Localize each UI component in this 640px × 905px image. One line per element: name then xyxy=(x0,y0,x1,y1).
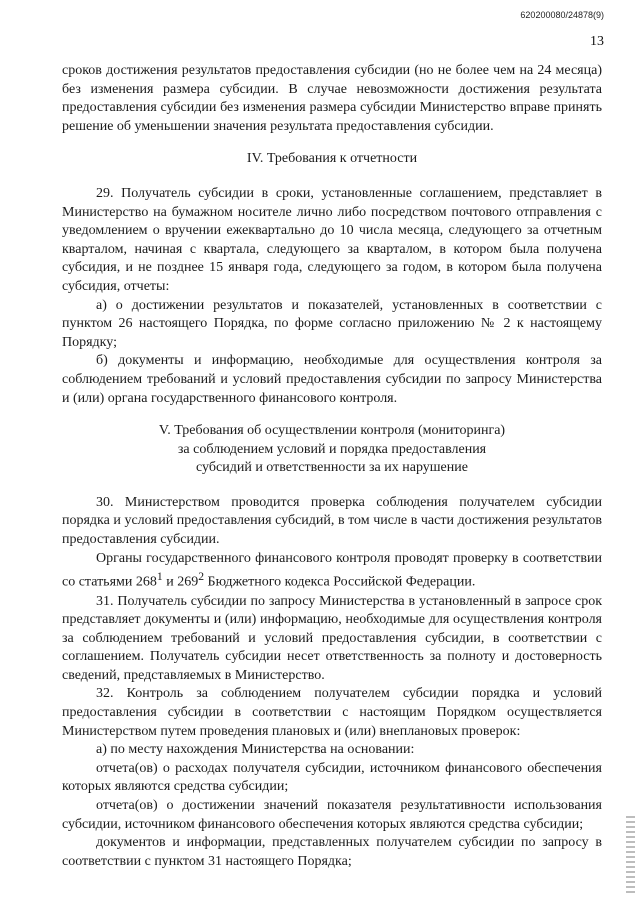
section-v-heading-line-1: V. Требования об осуществлении контроля (мониторинга) xyxy=(158,423,506,439)
paragraph-29-b: б) документы и информацию, необходимые для осуществления контроля за соблюдением требований и условий предоставления субсидии по запросу Министерства и (или) органа государственного финансового контроля. xyxy=(62,353,602,406)
paragraph-32: 32. Контроль за соблюдением получателем субсидии порядка и условий предоставления субсидии в соответствии с настоящим Порядком осуществляется Министерством путем проведения плановых и (или) внеплановых проверок: xyxy=(62,686,602,739)
paragraph-29: 29. Получатель субсидии в сроки, установленные соглашением, представляет в Министерство на бумажном носителе лично либо посредством почтового отправления с уведомлением о вручении ежеквартально до 10 числа месяца, следующего за отчетным кварталом, начиная с квартала, следующего за кварталом, в котором была получена субсидия, и не позднее 15 января года, следующего за годом, в котором была получена субсидия, отчеты: xyxy=(62,185,602,294)
paragraph-30-control-text-3: Бюджетного кодекса Российской Федерации. xyxy=(204,574,476,590)
paragraph-31: 31. Получатель субсидии по запросу Министерства в установленный в запросе срок представляет документы и (или) информацию, необходимые для осуществления контроля за соблюдением требований и условий предоставления субсидии, в соответствии с соглашением. Получатель субсидии несет ответственность за полноту и достоверность сведений, представляемых в Министерство. xyxy=(62,593,602,683)
page-number: 13 xyxy=(590,34,604,49)
scan-edge-mark xyxy=(626,816,635,896)
document-id: 620200080/24878(9) xyxy=(520,10,604,20)
paragraph-32-a-item-2: отчета(ов) о достижении значений показателя результативности использования субсидии, источником финансового обеспечения которых являются средства субсидии; xyxy=(62,798,602,832)
paragraph-30: 30. Министерством проводится проверка соблюдения получателем субсидии порядка и условий предоставления субсидий, в том числе в части достижения результатов предоставления субсидии. xyxy=(62,494,602,548)
section-v-heading-line-3: субсидий и ответственности за их нарушение xyxy=(196,460,468,476)
paragraph-32-a-item-1: отчета(ов) о расходах получателя субсидии, источником финансового обеспечения которых являются средства субсидии; xyxy=(62,760,602,795)
paragraph-30-control-bodies xyxy=(62,550,602,593)
paragraph-30-control-text-1: Органы государственного финансового контроля проводят проверку в соответствии со статьями 268 xyxy=(62,550,602,590)
document-body xyxy=(62,62,602,871)
superscript-2: 2 xyxy=(198,570,205,584)
paragraph-29-a: а) о достижении результатов и показателей, установленных в соответствии с пунктом 26 настоящего Порядка, по форме согласно приложению № 2 к настоящему Порядку; xyxy=(62,297,602,350)
section-v-heading xyxy=(62,422,602,478)
section-v-heading-line-2: за соблюдением условий и порядка предоставления xyxy=(177,441,487,457)
superscript-1: 1 xyxy=(156,570,163,584)
intro-paragraph: сроков достижения результатов предоставления субсидии (но не более чем на 24 месяца) без изменения размера субсидии. В случае невозможности достижения результата предоставления субсидии без изменения размера субсидии Министерство вправе принять решение об уменьшении значения результата предоставления субсидии. xyxy=(62,63,602,134)
paragraph-32-a-item-3: документов и информации, представленных получателем субсидии по запросу в соответствии с пунктом 31 настоящего Порядка; xyxy=(62,835,602,869)
section-iv-heading: IV. Требования к отчетности xyxy=(246,151,418,167)
paragraph-32-a: а) по месту нахождения Министерства на основании: xyxy=(96,742,415,758)
paragraph-30-control-text-2: и 269 xyxy=(162,574,199,590)
